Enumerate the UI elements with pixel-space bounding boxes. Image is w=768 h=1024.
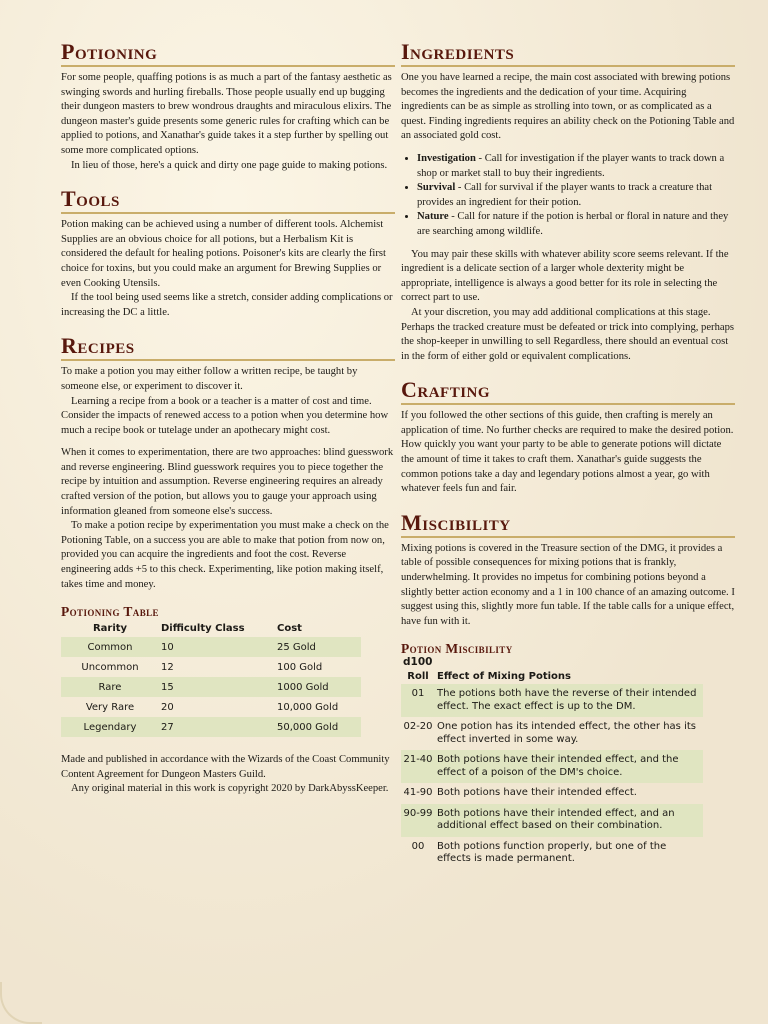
- ingredients-paragraph: One you have learned a recipe, the main cost associated with brewing potions becomes the ingredients and the dedication of your time. Acquiring ingredients can be as simple as strolling into town, or as complicated as a quest. Finding ingredients requires an ability check on the Potioning Table and an associated gold cost.: [401, 72, 735, 142]
- miscibility-paragraph: Mixing potions is covered in the Treasure section of the DMG, it provides a table of possible consequences for mixing potions that is frankly, underwhelming. It provides no impetus for combining potions beyond a slightly better action economy and a 1 in 100 chance of an amazing outcome. I suggest using this, slightly more fun table. If the table calls for a unique effect, have fun with it.: [401, 542, 735, 627]
- table-cell: 00: [411, 840, 425, 852]
- miscibility-heading: Miscibility: [401, 511, 735, 538]
- table-row: [401, 783, 703, 804]
- list-item-text: - Call for nature if the potion is herbal or floral in nature and they are searching among wildlife.: [417, 211, 729, 237]
- table-row: [61, 677, 361, 697]
- tools-paragraph: If the tool being used seems like a stretch, consider adding complications or increasing the DC a little.: [61, 292, 393, 318]
- list-item: [417, 152, 735, 181]
- table-cell: 02-20: [403, 721, 433, 733]
- table-cell: 50,000 Gold: [275, 717, 361, 737]
- recipes-paragraph: Learning a recipe from a book or a teacher is a matter of cost and time. Consider the impacts of renewed access to a potion when you determine how much a recipe book or tutelage under an apothecary might cost.: [61, 395, 389, 436]
- right-column: [401, 40, 735, 870]
- potioning-table-title: Potioning Table: [61, 604, 159, 620]
- potioning-heading: Potioning: [61, 40, 395, 67]
- table-row: [61, 657, 361, 677]
- table-cell: Rare: [61, 677, 159, 697]
- potioning-paragraph: In lieu of those, here's a quick and dirty one page guide to making potions.: [71, 159, 388, 171]
- table-row: [401, 804, 703, 837]
- footer-paragraph: Any original material in this work is copyright 2020 by DarkAbyssKeeper.: [71, 783, 389, 795]
- list-item-term: Nature: [417, 211, 449, 223]
- table-cell: One potion has its intended effect, the other has its effect inverted in some way.: [437, 721, 696, 745]
- table-cell: Both potions have their intended effect.: [437, 787, 637, 799]
- potion-miscibility-table: [401, 669, 703, 870]
- potioning-table: [61, 620, 361, 737]
- table-cell: Uncommon: [81, 661, 139, 673]
- list-item: [417, 181, 735, 210]
- page-corner-ornament: [0, 982, 42, 1024]
- table-cell: The potions both have the reverse of their intended effect. The exact effect is up to the DM.: [435, 684, 703, 717]
- list-item-text: - Call for survival if the player wants to track a creature that provides an ingredient for their potion.: [417, 182, 713, 208]
- table-cell: 20: [161, 701, 174, 713]
- recipes-heading: Recipes: [61, 334, 395, 361]
- table-row: [61, 717, 361, 737]
- tools-paragraph: Potion making can be achieved using a number of different tools. Alchemist Supplies are an obvious choice for all potions, but a Herbalism Kit is considered the default for healing potions. Poisoner's kits are clearly the first choice for toxins, but you could make an argument for Brewing Supplies or even Cooking Utensils.: [61, 219, 386, 289]
- table-row: [61, 697, 361, 717]
- footer-paragraph: Made and published in accordance with the Wizards of the Coast Community Content Agreement for Dungeon Masters Guild.: [61, 754, 390, 780]
- column-header: Cost: [277, 623, 302, 635]
- table-cell: 21-40: [401, 750, 435, 783]
- table-cell: Both potions have their intended effect, and the effect of a poison of the DM's choice.: [435, 750, 703, 783]
- ingredients-paragraph: You may pair these skills with whatever ability score seems relevant. If the ingredient is a delicate section of a larger whole dexterity might be appropriate, intelligence is always a good better for its role in selecting the correct part to use.: [401, 248, 729, 304]
- table-cell: 01: [401, 684, 435, 717]
- table-cell: Legendary: [61, 717, 159, 737]
- table-row: [401, 717, 703, 750]
- ingredients-list: [401, 152, 735, 240]
- dice-label: d100: [403, 656, 433, 669]
- table-cell: 10: [159, 637, 275, 657]
- crafting-paragraph: If you followed the other sections of this guide, then crafting is merely an application of time. No further checks are required to make the desired potion. How quickly you want your party to be able to generate potions will dictate the amount of time it takes to craft them. Xanathar's guide suggests the common potions take a day and legendary potions almost a year, go with whatever feels fun and fair.: [401, 410, 734, 495]
- table-cell: 25 Gold: [275, 637, 361, 657]
- table-cell: 41-90: [403, 787, 433, 799]
- column-header: Difficulty Class: [161, 623, 245, 635]
- recipes-paragraph: To make a potion you may either follow a written recipe, be taught by someone else, or experiment to discover it.: [61, 366, 358, 392]
- table-cell: Very Rare: [85, 701, 135, 713]
- table-cell: 10,000 Gold: [277, 701, 339, 713]
- potioning-paragraph: For some people, quaffing potions is as much a part of the fantasy aesthetic as swinging swords and hurling fireballs. Those people usually end up bugging their dungeon masters to brew wondrous draughts and miraculous elixirs. The dungeon master's guide presents some generic rules for crafting which can be applied to potions, and Xanathar's guide takes it a step further by spelling out some more complicated options.: [61, 72, 392, 156]
- table-row: [401, 750, 703, 783]
- table-row: [61, 637, 361, 657]
- table-cell: 27: [159, 717, 275, 737]
- table-cell: Both potions function properly, but one of the effects is made permanent.: [437, 840, 667, 865]
- recipes-paragraph: To make a potion recipe by experimentation you must make a check on the Potioning Table, on a success you are able to make that potion from now on, provided you can acquire the ingredients and foot the cost. Reverse engineering adds +5 to this check. Experimenting, like potion making itself, takes time and money.: [61, 520, 389, 590]
- table-cell: Common: [61, 637, 159, 657]
- table-cell: 15: [159, 677, 275, 697]
- list-item-text: - Call for investigation if the player wants to track down a shop or market stall to buy their ingredients.: [417, 152, 725, 179]
- table-cell: Both potions have their intended effect, and an additional effect based on their combination.: [435, 804, 703, 837]
- column-header: Roll: [407, 671, 429, 683]
- ingredients-heading: Ingredients: [401, 40, 735, 67]
- table-cell: 100 Gold: [277, 661, 323, 673]
- table-cell: 90-99: [401, 804, 435, 837]
- column-header: Rarity: [92, 623, 128, 635]
- left-column: [61, 40, 395, 797]
- table-row: [401, 837, 703, 870]
- tools-heading: Tools: [61, 187, 395, 214]
- recipes-paragraph: When it comes to experimentation, there are two approaches: blind guesswork and reverse engineering. Blind guesswork requires you to piece together the recipe by intuition and assumption. Reverse engineering requires an already crafted version of the potion, but allows you to gauge your approach using information gleaned from someone else's success.: [61, 447, 394, 517]
- table-cell: 1000 Gold: [275, 677, 361, 697]
- list-item-term: Investigation: [417, 152, 476, 164]
- ingredients-paragraph: At your discretion, you may add additional complications at this stage. Perhaps the tracked creature must be defeated or trick into complying, perhaps the shop-keeper in unwilling to sell Regardless, there should an eventual cost in the form of either gold or equivalent complications.: [401, 306, 734, 362]
- table-cell: 12: [161, 661, 174, 673]
- table-row: [401, 684, 703, 717]
- potion-miscibility-title: Potion Miscibility: [401, 641, 513, 657]
- column-header: Effect of Mixing Potions: [437, 671, 571, 683]
- crafting-heading: Crafting: [401, 378, 735, 405]
- list-item-term: Survival: [417, 182, 456, 194]
- list-item: [417, 210, 735, 239]
